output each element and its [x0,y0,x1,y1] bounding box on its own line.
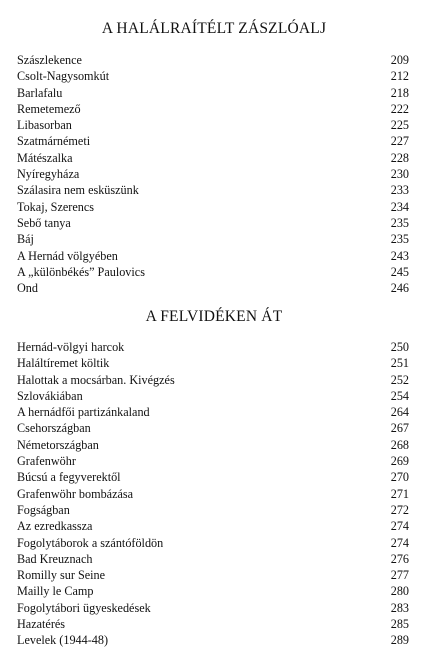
toc-entry-title: A Hernád völgyében [17,248,118,263]
toc-entry-title: Búcsú a fegyverektől [17,470,121,485]
toc-entry [17,199,409,215]
toc-entry-title: Fogságban [17,502,70,517]
toc-entry-page-number: 235 [390,232,409,247]
toc-entry-title: Ond [17,281,38,296]
toc-entry [17,632,409,648]
toc-entry-title: Szálasira nem esküszünk [17,183,139,198]
toc-entry-page-number: 222 [390,101,409,116]
toc-entry [17,600,409,616]
toc-entry-page-number: 277 [390,568,409,583]
toc-entry [17,486,409,502]
toc-entry-title: Bad Kreuznach [17,551,93,566]
toc-entry-page-number: 230 [390,167,409,182]
toc-entry-page-number: 218 [390,85,409,100]
toc-entry-title: Csehországban [17,421,91,436]
toc-entry [17,404,409,420]
toc-entry [17,215,409,231]
toc-entry [17,453,409,469]
toc-entry-title: Tokaj, Szerencs [17,199,94,214]
toc-entry [17,231,409,247]
toc-entry-title: Csolt-Nagysomkút [17,69,110,84]
toc-entry-title: Hazatérés [17,617,66,632]
toc-entry [17,339,409,355]
toc-entry [17,355,409,371]
toc-entry [17,133,409,149]
toc-list-section-2 [17,339,409,649]
toc-entry-title: Grafenwöhr [17,454,76,469]
toc-entry-title: A hernádfői partizánkaland [17,405,150,420]
toc-entry-title: Hernád-völgyi harcok [17,340,125,354]
toc-entry [17,182,409,198]
toc-entry-page-number: 285 [390,617,409,632]
toc-entry-title: Fogolytábori ügyeskedések [17,600,151,615]
toc-entry-title: Barlafalu [17,85,63,100]
toc-entry-page-number: 274 [390,535,409,550]
toc-entry-title: Szászlekence [17,53,82,67]
toc-entry-page-number: 267 [390,421,409,436]
toc-entry [17,518,409,534]
toc-entry-title: Halottak a mocsárban. Kivégzés [17,372,175,387]
toc-entry-page-number: 209 [390,53,409,67]
toc-entry [17,469,409,485]
toc-entry-title: Németországban [17,437,99,452]
toc-entry-page-number: 283 [390,600,409,615]
toc-entry [17,551,409,567]
toc-entry-title: Sebő tanya [17,215,71,230]
toc-entry-page-number: 225 [390,118,409,133]
toc-entry [17,372,409,388]
toc-entry [17,85,409,101]
toc-entry-title: Libasorban [17,118,72,133]
toc-entry-page-number: 246 [390,281,409,296]
toc-entry-title: Báj [17,232,34,247]
toc-entry [17,166,409,182]
toc-entry-page-number: 274 [390,519,409,534]
toc-entry-title: Szatmárnémeti [17,134,91,149]
toc-entry [17,280,409,296]
toc-entry-title: Szlovákiában [17,388,83,403]
toc-entry-page-number: 252 [390,372,409,387]
toc-entry-title: Grafenwöhr bombázása [17,486,134,501]
toc-entry-title: Remetemező [17,101,81,116]
toc-entry-title: Fogolytáborok a szántóföldön [17,535,164,550]
toc-entry [17,52,409,68]
toc-entry [17,437,409,453]
toc-entry [17,502,409,518]
toc-entry-title: Mátészalka [17,150,73,165]
toc-list-section-1 [17,52,409,296]
toc-entry-title: Haláltíremet költik [17,356,110,371]
toc-entry-page-number: 233 [390,183,409,198]
toc-entry-title: Mailly le Camp [17,584,94,599]
toc-entry-title: Nyíregyháza [17,167,80,182]
toc-entry-page-number: 269 [390,454,409,469]
toc-entry-title: A „különbékés” Paulovics [17,264,145,279]
toc-entry-title: Levelek (1944-48) [17,633,109,648]
toc-entry-page-number: 254 [390,388,409,403]
toc-entry-page-number: 268 [390,437,409,452]
section-title-halalraitelt-zaszloalj: A HALÁLRAÍTÉLT ZÁSZLÓALJ [101,20,327,37]
toc-entry-page-number: 228 [390,150,409,165]
toc-entry-title: Az ezredkassza [17,519,93,534]
toc-entry-page-number: 270 [390,470,409,485]
toc-entry-page-number: 251 [390,356,409,371]
section-title-felvideken-at: A FELVIDÉKEN ÁT [145,308,283,325]
toc-entry-page-number: 250 [390,340,409,354]
toc-entry-page-number: 264 [390,405,409,420]
toc-entry-page-number: 235 [390,215,409,230]
toc-entry-page-number: 212 [390,69,409,84]
toc-entry [17,117,409,133]
toc-entry [17,68,409,84]
toc-entry-page-number: 289 [390,633,409,648]
toc-entry-title: Romilly sur Seine [17,568,106,583]
toc-entry-page-number: 280 [390,584,409,599]
toc-entry-page-number: 227 [390,134,409,149]
toc-entry [17,583,409,599]
toc-entry [17,264,409,280]
toc-entry [17,567,409,583]
toc-entry-page-number: 234 [390,199,409,214]
toc-entry-page-number: 243 [390,248,409,263]
toc-entry [17,248,409,264]
toc-entry [17,150,409,166]
toc-entry-page-number: 271 [390,486,409,501]
toc-entry-page-number: 272 [390,502,409,517]
toc-entry [17,616,409,632]
toc-entry [17,535,409,551]
toc-entry [17,420,409,436]
toc-entry [17,388,409,404]
toc-entry-page-number: 245 [390,264,409,279]
toc-entry [17,101,409,117]
toc-entry-page-number: 276 [390,551,409,566]
